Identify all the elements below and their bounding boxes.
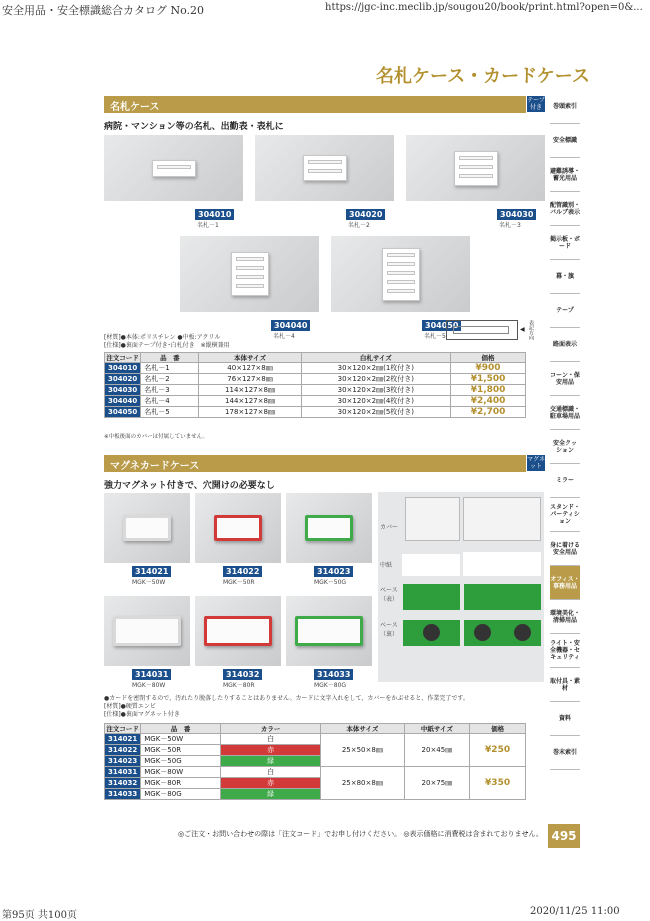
magnet-case-photo xyxy=(195,596,281,666)
index-tab[interactable]: 身に着ける安全用品 xyxy=(550,532,580,566)
index-tab[interactable]: 取付具・素材 xyxy=(550,668,580,702)
part-label-cover: カバー xyxy=(380,524,399,531)
card-size: 30×120×2㎜(4枚付き) xyxy=(301,396,451,407)
body-size: 144×127×8㎜ xyxy=(199,396,301,407)
name-case-product xyxy=(152,160,196,177)
order-note: ◎ご注文・お問い合わせの際は「注文コード」でお申し付けください。 ◎表示価格に消費税は含まれておりません。 xyxy=(178,830,543,838)
diagram-label: 表記方向 xyxy=(528,320,534,340)
magnet-badge: マグネット xyxy=(527,456,545,470)
product-code: 314023 xyxy=(314,566,353,577)
name-case-photo xyxy=(406,135,545,201)
order-code: 314023 xyxy=(105,756,141,767)
product-code: 314032 xyxy=(223,669,262,680)
price: ¥250 xyxy=(470,734,526,767)
part-number: MGK－80R xyxy=(141,778,221,789)
card-size: 30×120×2㎜(1枚付き) xyxy=(301,363,451,374)
name-case-table xyxy=(104,352,526,418)
card-size: 20×75㎜ xyxy=(404,767,470,800)
index-tab[interactable]: 配管識別・バルブ表示 xyxy=(550,192,580,226)
table-header: 価格 xyxy=(451,353,526,363)
parts-photo xyxy=(378,492,544,682)
magnet-case-photo xyxy=(286,493,372,563)
price: ¥2,400 xyxy=(451,396,526,407)
order-code: 314033 xyxy=(105,789,141,800)
index-tab[interactable]: オフィス・事務用品 xyxy=(550,566,580,600)
part-label-inner: 中紙 xyxy=(380,562,393,569)
magnet-note: ●カードを密閉するので、汚れたり脱落したりすることはありません。カードに文字入れをして、カバーをかぶせると、作業完了です。 xyxy=(104,695,469,702)
price: ¥350 xyxy=(470,767,526,800)
index-tab[interactable]: 資料 xyxy=(550,702,580,736)
product-name: MGK－50W xyxy=(132,579,166,586)
index-tab[interactable]: ライト・安全機器・セキュリティ xyxy=(550,634,580,668)
footer-datetime: 2020/11/25 11:00 xyxy=(530,906,620,917)
page-title: 名札ケース・カードケース xyxy=(376,66,590,87)
index-tab[interactable]: 巻末索引 xyxy=(550,736,580,770)
part-number: MGK－50W xyxy=(141,734,221,745)
magnet-case-product xyxy=(123,515,171,541)
index-tab[interactable]: 巻頭索引 xyxy=(550,90,580,124)
color: 緑 xyxy=(221,789,321,800)
order-code: 314021 xyxy=(105,734,141,745)
index-tab[interactable]: ミラー xyxy=(550,464,580,498)
index-tab[interactable]: 安全標識 xyxy=(550,124,580,158)
order-code: 314022 xyxy=(105,745,141,756)
table-row xyxy=(105,363,526,374)
browser-header-url[interactable]: https://jgc-inc.meclib.jp/sougou20/book/print.html?open=0&... xyxy=(325,2,643,13)
price: ¥900 xyxy=(451,363,526,374)
magnet-case-photo xyxy=(104,493,190,563)
part-label-base-front: ベース（表） xyxy=(380,587,399,603)
magnet-case-product xyxy=(295,616,363,646)
index-tabs xyxy=(550,90,580,770)
card-size: 30×120×2㎜(5枚付き) xyxy=(301,407,451,418)
footer-page-info: 第95页 共100页 xyxy=(2,910,77,921)
product-name: MGK－80R xyxy=(223,682,255,689)
section-title-name-case: 名札ケース xyxy=(104,96,526,113)
page-number: 495 xyxy=(548,824,580,848)
product-name: MGK－80W xyxy=(132,682,166,689)
card-size: 20×45㎜ xyxy=(404,734,470,767)
body-size: 25×80×8㎜ xyxy=(321,767,405,800)
order-code: 314031 xyxy=(105,767,141,778)
part-number: 名札－1 xyxy=(141,363,199,374)
magnet-case-photo xyxy=(195,493,281,563)
table-header: 品 番 xyxy=(141,353,199,363)
index-tab[interactable]: テープ xyxy=(550,294,580,328)
arrow-icon: ◀ xyxy=(520,326,525,333)
order-code: 304040 xyxy=(105,396,141,407)
name-case-photo xyxy=(104,135,243,201)
spec-material: [材質]●本体:ポリスチレン ●中板:アクリル xyxy=(104,334,221,341)
table-row xyxy=(105,767,526,778)
product-name: 名札－4 xyxy=(273,333,295,340)
table-header: 中紙サイズ xyxy=(404,724,470,734)
part-number: MGK－80G xyxy=(141,789,221,800)
magnet-case-product xyxy=(113,616,181,646)
product-name: MGK－50G xyxy=(314,579,347,586)
table-header: 本体サイズ xyxy=(199,353,301,363)
index-tab[interactable]: コーン・保安用品 xyxy=(550,362,580,396)
table-header: 白札サイズ xyxy=(301,353,451,363)
product-code: 314022 xyxy=(223,566,262,577)
orientation-diagram xyxy=(446,320,518,340)
name-case-photo xyxy=(255,135,394,201)
order-code: 304020 xyxy=(105,374,141,385)
price: ¥2,700 xyxy=(451,407,526,418)
table-row xyxy=(105,734,526,745)
product-code: 304050 xyxy=(422,320,461,331)
table-header: カラー xyxy=(221,724,321,734)
product-code: 304030 xyxy=(497,209,536,220)
part-number: 名札－3 xyxy=(141,385,199,396)
body-size: 25×50×8㎜ xyxy=(321,734,405,767)
table-header: 本体サイズ xyxy=(321,724,405,734)
product-name: MGK－50R xyxy=(223,579,255,586)
color: 赤 xyxy=(221,745,321,756)
color: 緑 xyxy=(221,756,321,767)
price: ¥1,800 xyxy=(451,385,526,396)
name-case-product xyxy=(382,248,420,301)
section-subtitle-2: 強力マグネット付きで、穴開けの必要なし xyxy=(104,481,275,491)
part-number: 名札－5 xyxy=(141,407,199,418)
product-code: 314021 xyxy=(132,566,171,577)
part-number: MGK－80W xyxy=(141,767,221,778)
order-code: 304050 xyxy=(105,407,141,418)
table-row xyxy=(105,396,526,407)
body-size: 40×127×8㎜ xyxy=(199,363,301,374)
name-case-product xyxy=(454,151,498,186)
table-header: 注文コード xyxy=(106,725,139,733)
name-case-product xyxy=(303,155,347,181)
magnet-spec-material: [材質]●硬質エンビ xyxy=(104,703,156,710)
magnet-case-photo xyxy=(104,596,190,666)
part-number: 名札－2 xyxy=(141,374,199,385)
table-header: 価格 xyxy=(470,724,526,734)
magnet-case-photo xyxy=(286,596,372,666)
product-code: 304010 xyxy=(195,209,234,220)
product-code: 314033 xyxy=(314,669,353,680)
product-name: 名札－1 xyxy=(197,222,219,229)
name-case-product xyxy=(231,252,269,296)
name-case-photo xyxy=(180,236,319,312)
color: 赤 xyxy=(221,778,321,789)
order-code: 304010 xyxy=(105,363,141,374)
color: 白 xyxy=(221,767,321,778)
product-code: 314031 xyxy=(132,669,171,680)
name-case-photo xyxy=(331,236,470,312)
magnet-case-product xyxy=(204,616,272,646)
product-name: MGK－80G xyxy=(314,682,347,689)
table-row xyxy=(105,374,526,385)
table-header: 注文コード xyxy=(106,354,139,362)
part-number: MGK－50G xyxy=(141,756,221,767)
footnote: ※中板後面のカバーは付属していません。 xyxy=(104,434,208,440)
product-name: 名札－3 xyxy=(499,222,521,229)
index-tab[interactable]: 掲示板・ボード xyxy=(550,226,580,260)
table-row xyxy=(105,407,526,418)
magnet-case-product xyxy=(305,515,353,541)
card-size: 30×120×2㎜(3枚付き) xyxy=(301,385,451,396)
part-label-base-back: ベース（裏） xyxy=(380,622,399,638)
spec-features: [仕様]●裏面テープ付き･白札付き ※縦横兼用 xyxy=(104,342,230,349)
body-size: 76×127×8㎜ xyxy=(199,374,301,385)
product-name: 名札－2 xyxy=(348,222,370,229)
index-tab[interactable]: 路面表示 xyxy=(550,328,580,362)
index-tab[interactable]: スタンド・パーティション xyxy=(550,498,580,532)
product-code: 304040 xyxy=(271,320,310,331)
price: ¥1,500 xyxy=(451,374,526,385)
magnet-case-product xyxy=(214,515,262,541)
table-row xyxy=(105,385,526,396)
index-tab[interactable]: 安全クッション xyxy=(550,430,580,464)
body-size: 114×127×8㎜ xyxy=(199,385,301,396)
browser-header-title: 安全用品・安全標識総合カタログ No.20 xyxy=(2,4,205,17)
index-tab[interactable]: 幕・旗 xyxy=(550,260,580,294)
tape-badge: テープ付き xyxy=(527,97,545,111)
part-number: MGK－50R xyxy=(141,745,221,756)
card-size: 30×120×2㎜(2枚付き) xyxy=(301,374,451,385)
product-name: 名札－5 xyxy=(424,333,446,340)
color: 白 xyxy=(221,734,321,745)
index-tab[interactable]: 交通標識・駐車場用品 xyxy=(550,396,580,430)
body-size: 178×127×8㎜ xyxy=(199,407,301,418)
index-tab[interactable]: 避難誘導・蓄光用品 xyxy=(550,158,580,192)
table-header: 品 番 xyxy=(141,724,221,734)
order-code: 304030 xyxy=(105,385,141,396)
index-tab[interactable]: 環境美化・清掃用品 xyxy=(550,600,580,634)
magnet-spec-features: [仕様]●裏面マグネット付き xyxy=(104,711,180,718)
section-title-magnet-case: マグネカードケース xyxy=(104,455,526,472)
product-code: 304020 xyxy=(346,209,385,220)
magnet-case-table xyxy=(104,723,526,800)
part-number: 名札－4 xyxy=(141,396,199,407)
section-subtitle: 病院・マンション等の名札、出勤表・表札に xyxy=(104,122,284,132)
order-code: 314032 xyxy=(105,778,141,789)
